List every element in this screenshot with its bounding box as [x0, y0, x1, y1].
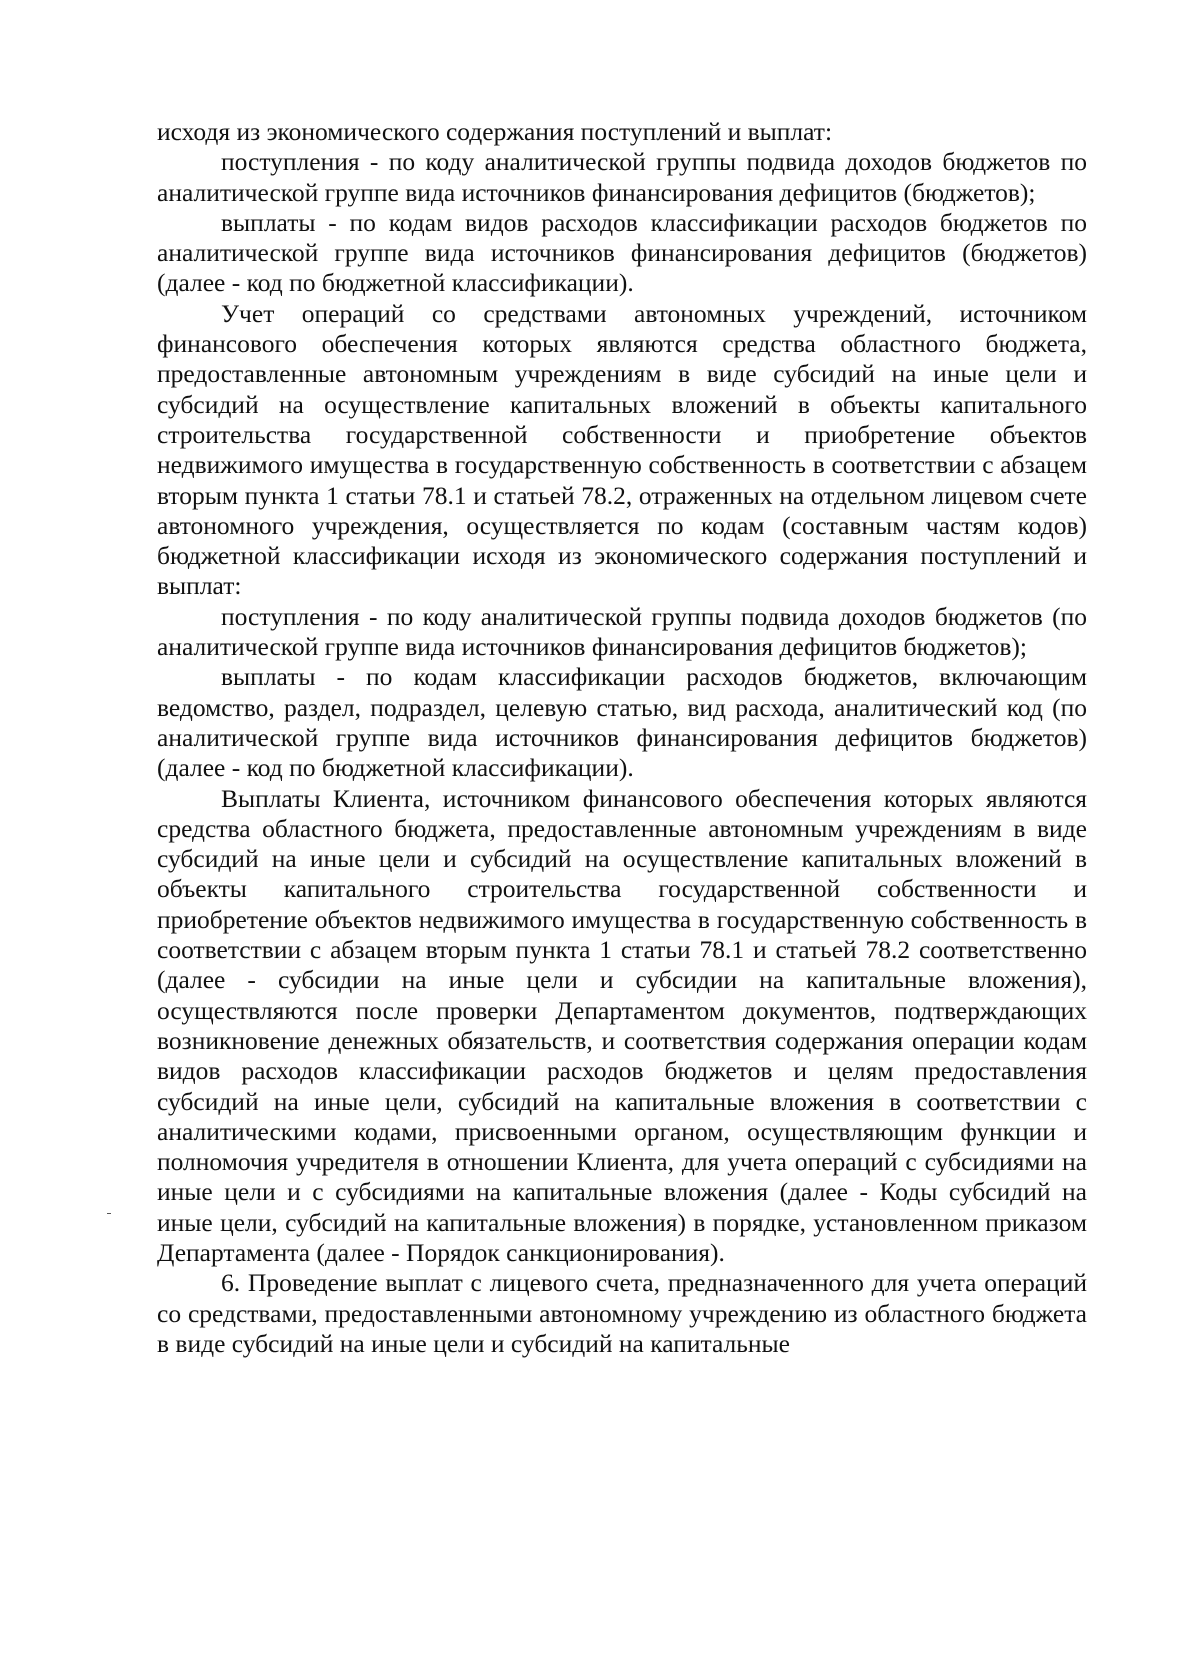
paragraph-3: выплаты - по кодам видов расходов классификации расходов бюджетов по аналитической группе вида источников финансирования дефицитов (бюджетов) (далее - код по бюджетной классификации). [157, 207, 1087, 298]
paragraph-5: поступления - по коду аналитической группы подвида доходов бюджетов (по аналитической группе вида источников финансирования дефицитов бюджетов); [157, 601, 1087, 662]
paragraph-8: 6. Проведение выплат с лицевого счета, предназначенного для учета операций со средствами, предоставленными автономному учреждению из областного бюджета в виде субсидий на иные цели и субсидий на капитальные [157, 1268, 1087, 1358]
margin-mark [107, 1213, 111, 1214]
paragraph-7: Выплаты Клиента, источником финансового обеспечения которых являются средства областного бюджета, предоставленные автономным учреждениям в виде субсидий на иные цели и субсидий на осуществление капитальных вложений в объекты капитального строительства государственной собственности и приобретение объектов недвижимого имущества в государственную собственность в соответствии с абзацем вторым пункта 1 статьи 78.1 и статьей 78.2 соответственно (далее - субсидии на иные цели и субсидии на капитальные вложения), осуществляются после проверки Департаментом документов, подтверждающих возникновение денежных обязательств, и соответствия содержания операции кодам видов расходов классификации расходов бюджетов и целям предоставления субсидий на иные цели, субсидий на капитальные вложения в соответствии с аналитическими кодами, присвоенными органом, осуществляющим функции и полномочия учредителя в отношении Клиента, для учета операций с субсидиями на иные цели и с субсидиями на капитальные вложения (далее - Коды субсидий на иные цели, субсидий на капитальные вложения) в порядке, установленном приказом Департамента (далее - Порядок санкционирования). [157, 783, 1087, 1267]
paragraph-6: выплаты - по кодам классификации расходов бюджетов, включающим ведомство, раздел, подраздел, целевую статью, вид расхода, аналитический код (по аналитической группе вида источников финансирования дефицитов бюджетов) (далее - код по бюджетной классификации). [157, 662, 1087, 783]
paragraph-2: поступления - по коду аналитической группы подвида доходов бюджетов по аналитической группе вида источников финансирования дефицитов (бюджетов); [157, 147, 1087, 207]
paragraph-1: исходя из экономического содержания поступлений и выплат: [157, 117, 833, 146]
document-body [157, 117, 1087, 1359]
paragraph-4: Учет операций со средствами автономных учреждений, источником финансового обеспечения которых являются средства областного бюджета, предоставленные автономным учреждениям в виде субсидий на иные цели и субсидий на осуществление капитальных вложений в объекты капитального строительства государственной собственности и приобретение объектов недвижимого имущества в государственную собственность в соответствии с абзацем вторым пункта 1 статьи 78.1 и статьей 78.2, отраженных на отдельном лицевом счете автономного учреждения, осуществляется по кодам (составным частям кодов) бюджетной классификации исходя из экономического содержания поступлений и выплат: [157, 298, 1087, 601]
